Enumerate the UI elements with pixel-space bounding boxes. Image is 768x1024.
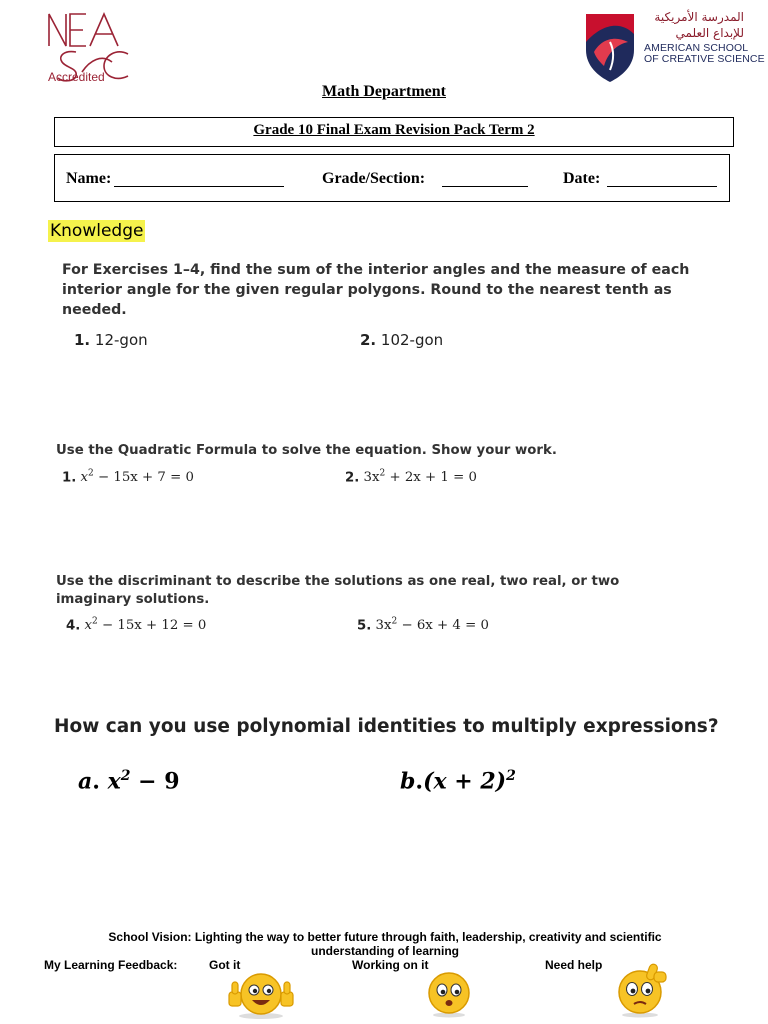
school-name-english-line1: AMERICAN SCHOOL (644, 42, 749, 54)
quadratic-instruction: Use the Quadratic Formula to solve the equation. Show your work. (56, 443, 557, 458)
working-on-it-emoji-icon[interactable] (426, 970, 472, 1018)
feedback-need-help-label: Need help (545, 958, 603, 972)
name-field[interactable] (114, 186, 284, 187)
grade-section-label: Grade/Section: (322, 170, 426, 187)
polynomial-part-a: a. $x^2 - 9$ (78, 768, 180, 795)
school-vision: School Vision: Lighting the way to better future through faith, leadership, creativity and scientific understanding of learning (108, 930, 662, 958)
quadratic-item-2: 2. $3x^2 + 2x + 1 = 0$ (345, 469, 477, 486)
polynomial-question: How can you use polynomial identities to multiply expressions? (54, 716, 719, 737)
discriminant-item-5: 5. $3x^2 - 6x + 4 = 0$ (357, 617, 489, 634)
feedback-working-label: Working on it (352, 958, 429, 972)
exam-title: Grade 10 Final Exam Revision Pack Term 2 (253, 122, 535, 138)
date-label: Date: (563, 170, 601, 187)
thumbs-up-emoji-icon[interactable] (226, 968, 296, 1020)
department-title: Math Department (322, 83, 446, 100)
neasc-accredited-caption: Accredited (48, 70, 105, 84)
school-shield-logo (584, 12, 636, 84)
school-name-english-line2: OF CREATIVE SCIENCE (644, 53, 765, 65)
need-help-emoji-icon[interactable] (612, 962, 668, 1018)
date-field[interactable] (607, 186, 717, 187)
discriminant-instructions: Use the discriminant to describe the solutions as one real, two real, or two imaginary solutions. (56, 574, 620, 607)
polygon-item-2: 2. 102-gon (360, 331, 444, 349)
polynomial-part-b: $b.(x + 2)^2$ (400, 768, 516, 795)
grade-section-field[interactable] (442, 186, 528, 187)
feedback-label: My Learning Feedback: (44, 958, 178, 972)
polygon-item-1: 1. 12-gon (74, 331, 148, 349)
feedback-got-it-label: Got it (209, 958, 241, 972)
discriminant-item-4: 4. $x^2 - 15x + 12 = 0$ (66, 617, 207, 634)
polygon-instructions: For Exercises 1–4, find the sum of the interior angles and the measure of each interior angle for the given regular polygons. Round to the nearest tenth as needed. (62, 262, 690, 318)
quadratic-item-1: 1. $x^2 - 15x + 7 = 0$ (62, 469, 194, 486)
school-name-arabic-line1: المدرسة الأمريكية (654, 10, 744, 24)
knowledge-heading: Knowledge (50, 221, 144, 241)
school-name-arabic-line2: للإبداع العلمي (675, 26, 744, 40)
name-label: Name: (66, 170, 112, 187)
